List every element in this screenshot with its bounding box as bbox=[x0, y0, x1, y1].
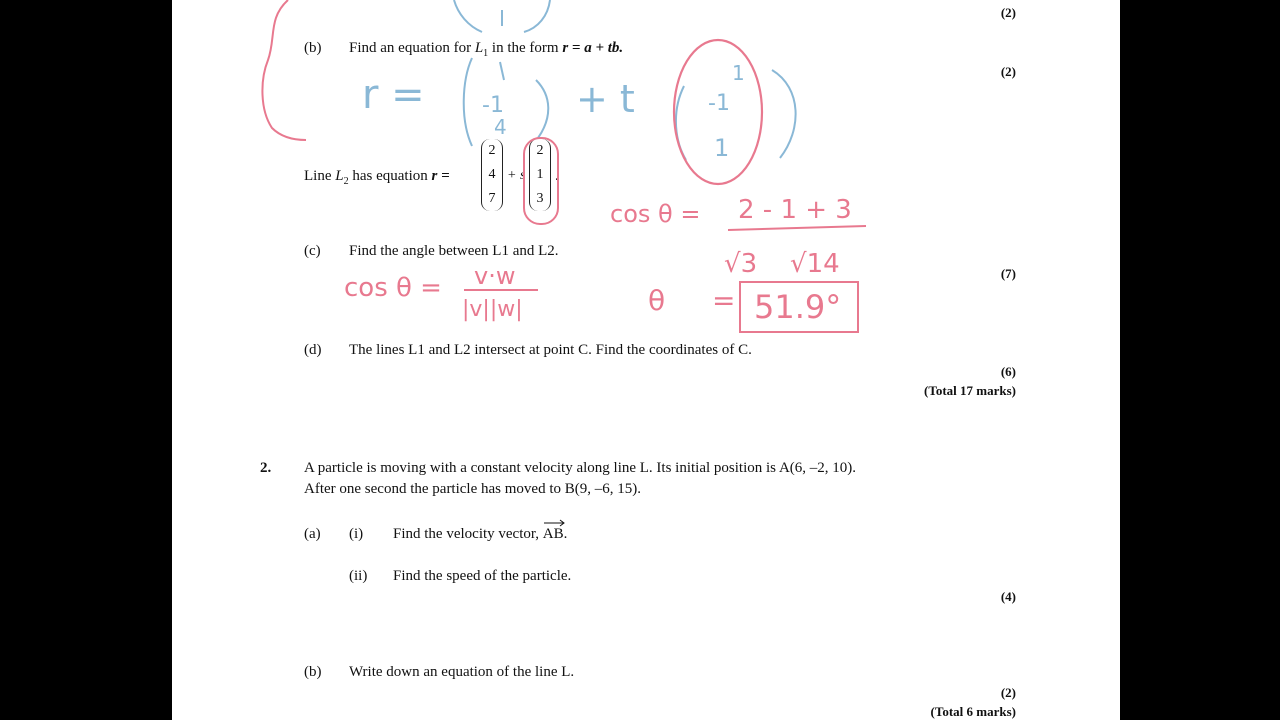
q1-d-label: (d) bbox=[304, 342, 322, 358]
cos-formula-lhs: cos θ = bbox=[344, 273, 442, 303]
pink-brace bbox=[262, 0, 306, 140]
q1-b-label: (b) bbox=[304, 40, 322, 56]
cos-formula-den: |v||w| bbox=[462, 297, 523, 322]
blue-vec-bot: 4 bbox=[494, 115, 507, 139]
theta-lhs: θ bbox=[648, 284, 666, 317]
q2-total-marks: (Total 6 marks) bbox=[930, 704, 1016, 719]
cos-calc-den-1: √3 bbox=[724, 249, 758, 279]
q2-intro-line-1: A particle is moving with a constant velocity along line L. Its initial position is A(6, –2, 10). bbox=[304, 460, 857, 476]
q1-c-question: Find the angle between L1 and L2. bbox=[349, 243, 559, 259]
q1-mark-d: (6) bbox=[1000, 364, 1016, 379]
theta-answer: 51.9° bbox=[754, 288, 842, 326]
blue-plus-t: + t bbox=[576, 77, 635, 121]
blue-vec-left-paren bbox=[464, 58, 472, 146]
q1-mark-c: (7) bbox=[1000, 266, 1016, 281]
l2-position-vector: 2 4 7 bbox=[481, 139, 503, 211]
q2-mark-a: (4) bbox=[1000, 589, 1016, 604]
q2-b-question: Write down an equation of the line L. bbox=[349, 664, 575, 680]
q1-b-question: Find an equation for $L_1$ in the form r = a + tb. bbox=[349, 40, 624, 59]
q2-aii-question: Find the speed of the particle. bbox=[393, 568, 572, 584]
cos-calc-num: 2 - 1 + 3 bbox=[738, 195, 852, 225]
cos-formula-num: v·w bbox=[474, 262, 516, 290]
q1-mark-a: (2) bbox=[1000, 5, 1016, 20]
exam-page bbox=[172, 0, 1120, 720]
handwriting-layer bbox=[172, 0, 1120, 720]
blue-vec-top-entry bbox=[500, 62, 504, 80]
blue-vec-right-paren bbox=[536, 80, 548, 138]
blue-top-arc-left bbox=[454, 0, 482, 32]
pink-direction-highlight bbox=[524, 138, 558, 224]
blue-dir-right-paren bbox=[772, 70, 796, 158]
pink-vec-mid: -1 bbox=[708, 91, 730, 116]
l2-equation-text: Line $L_2$ has equation r = bbox=[304, 168, 450, 187]
l2-period: . bbox=[555, 168, 559, 184]
q2-intro-line-2: After one second the particle has moved to B(9, –6, 15). bbox=[304, 481, 641, 497]
l2-direction-vector: 2 1 3 bbox=[529, 139, 551, 211]
q2-a-label: (a) bbox=[304, 526, 321, 542]
q1-d-question: The lines L1 and L2 intersect at point C. Find the coordinates of C. bbox=[349, 342, 752, 358]
q1-mark-b: (2) bbox=[1000, 64, 1016, 79]
q2-b-label: (b) bbox=[304, 664, 322, 680]
q2-mark-b: (2) bbox=[1000, 685, 1016, 700]
pink-vec-bot: 1 bbox=[714, 134, 730, 162]
theta-equals: = bbox=[712, 284, 736, 317]
cos-calc-den-2: √14 bbox=[790, 249, 840, 279]
q2-ai-question: Find the velocity vector, AB. bbox=[393, 527, 567, 542]
l2-plus-s: + s bbox=[507, 168, 526, 183]
blue-top-arc-right bbox=[524, 0, 550, 32]
q2-number: 2. bbox=[260, 460, 272, 476]
q2-ai-label: (i) bbox=[349, 526, 364, 542]
pink-vec-top: 1 bbox=[732, 61, 745, 85]
q1-total-marks: (Total 17 marks) bbox=[924, 383, 1016, 398]
cos-calc-bar bbox=[728, 226, 866, 230]
blue-r-equals: r = bbox=[362, 72, 425, 118]
q1-c-label: (c) bbox=[304, 243, 321, 259]
q2-aii-label: (ii) bbox=[349, 568, 368, 584]
cos-calc-lhs: cos θ = bbox=[610, 200, 701, 228]
vector-ab: AB bbox=[543, 527, 564, 542]
blue-vec-mid: -1 bbox=[482, 93, 504, 118]
